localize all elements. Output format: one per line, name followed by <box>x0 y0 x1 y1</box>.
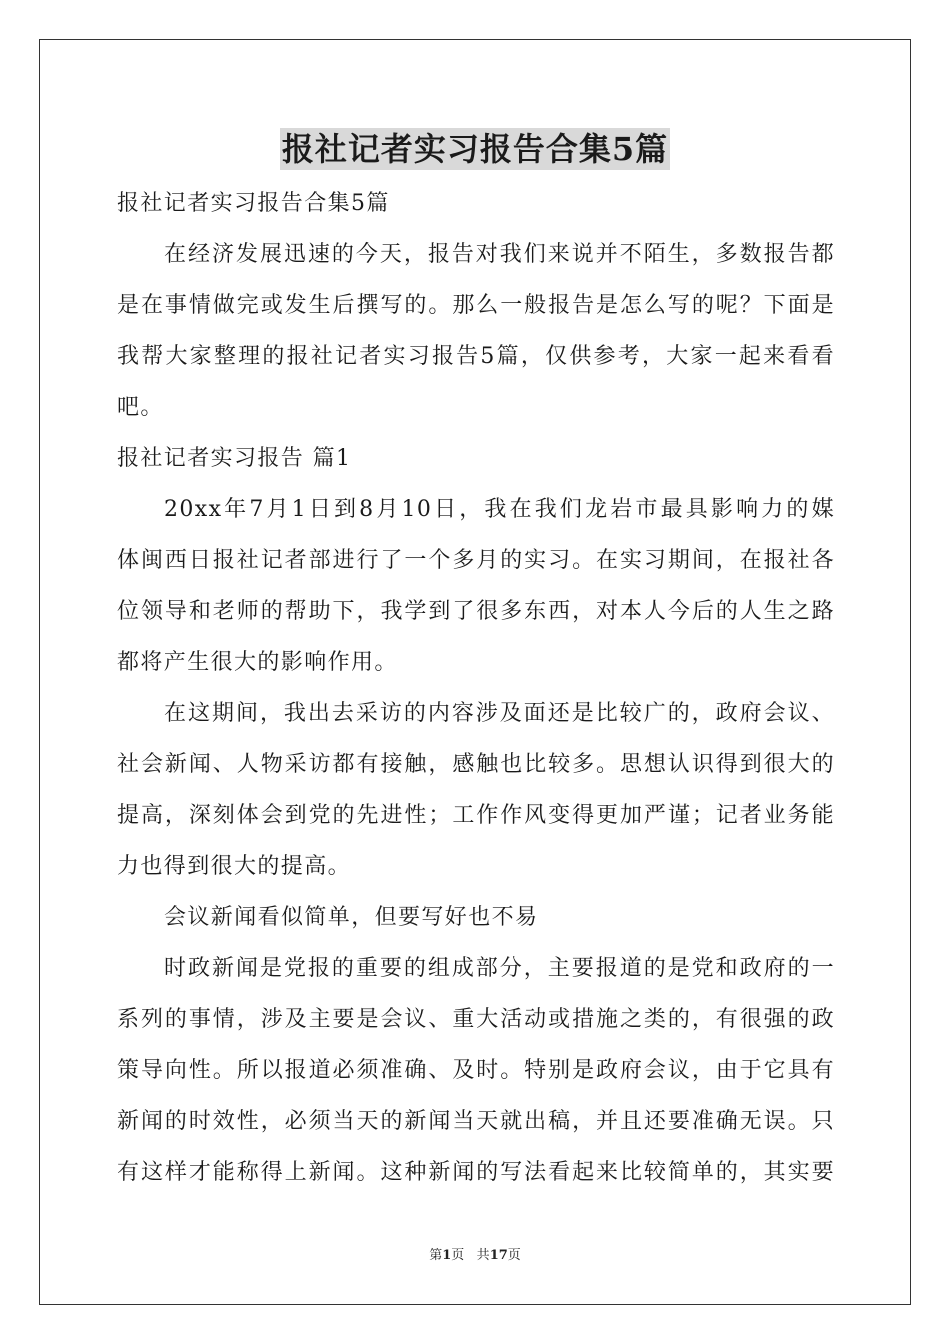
text-line: 社会新闻、人物采访都有接触，感触也比较多。思想认识得到很大的 <box>117 752 835 777</box>
footer-page-suffix: 页 <box>451 1248 465 1263</box>
text-line: 系列的事情，涉及主要是会议、重大活动或措施之类的，有很强的政 <box>117 1007 835 1032</box>
text-line: 新闻的时效性，必须当天的新闻当天就出稿，并且还要准确无误。只 <box>117 1109 835 1134</box>
footer-page-number: 1 <box>442 1248 452 1263</box>
text-line: 报社记者实习报告合集5篇 <box>117 191 390 216</box>
footer-page-prefix: 第 <box>429 1248 443 1263</box>
title-container <box>0 128 950 170</box>
text-line: 在这期间，我出去采访的内容涉及面还是比较广的，政府会议、 <box>164 701 835 726</box>
footer-total-pages: 17 <box>489 1248 508 1263</box>
text-line: 吧。 <box>117 395 164 420</box>
text-line: 力也得到很大的提高。 <box>117 854 352 879</box>
text-line: 20xx年7月1日到8月10日，我在我们龙岩市最具影响力的媒 <box>164 497 835 522</box>
text-line: 我帮大家整理的报社记者实习报告5篇，仅供参考，大家一起来看看 <box>117 344 835 369</box>
text-line: 体闽西日报社记者部进行了一个多月的实习。在实习期间，在报社各 <box>117 548 835 573</box>
text-line: 报社记者实习报告 篇1 <box>117 446 352 471</box>
document-body <box>117 178 835 1198</box>
text-line: 提高，深刻体会到党的先进性；工作作风变得更加严谨；记者业务能 <box>117 803 835 828</box>
text-line: 时政新闻是党报的重要的组成部分，主要报道的是党和政府的一 <box>164 956 835 981</box>
text-line: 都将产生很大的影响作用。 <box>117 650 398 675</box>
document-title: 报社记者实习报告合集5篇 <box>281 130 669 168</box>
text-line: 是在事情做完或发生后撰写的。那么一般报告是怎么写的呢？下面是 <box>117 293 835 318</box>
text-line: 策导向性。所以报道必须准确、及时。特别是政府会议，由于它具有 <box>117 1058 835 1083</box>
footer-total-suffix: 页 <box>507 1248 521 1263</box>
footer-total-prefix: 共 <box>476 1248 490 1263</box>
text-line: 会议新闻看似简单，但要写好也不易 <box>164 905 539 930</box>
text-line: 有这样才能称得上新闻。这种新闻的写法看起来比较简单的，其实要 <box>117 1160 835 1185</box>
text-line: 位领导和老师的帮助下，我学到了很多东西，对本人今后的人生之路 <box>117 599 835 624</box>
page-footer <box>0 1247 950 1265</box>
text-line: 在经济发展迅速的今天，报告对我们来说并不陌生，多数报告都 <box>164 242 835 267</box>
